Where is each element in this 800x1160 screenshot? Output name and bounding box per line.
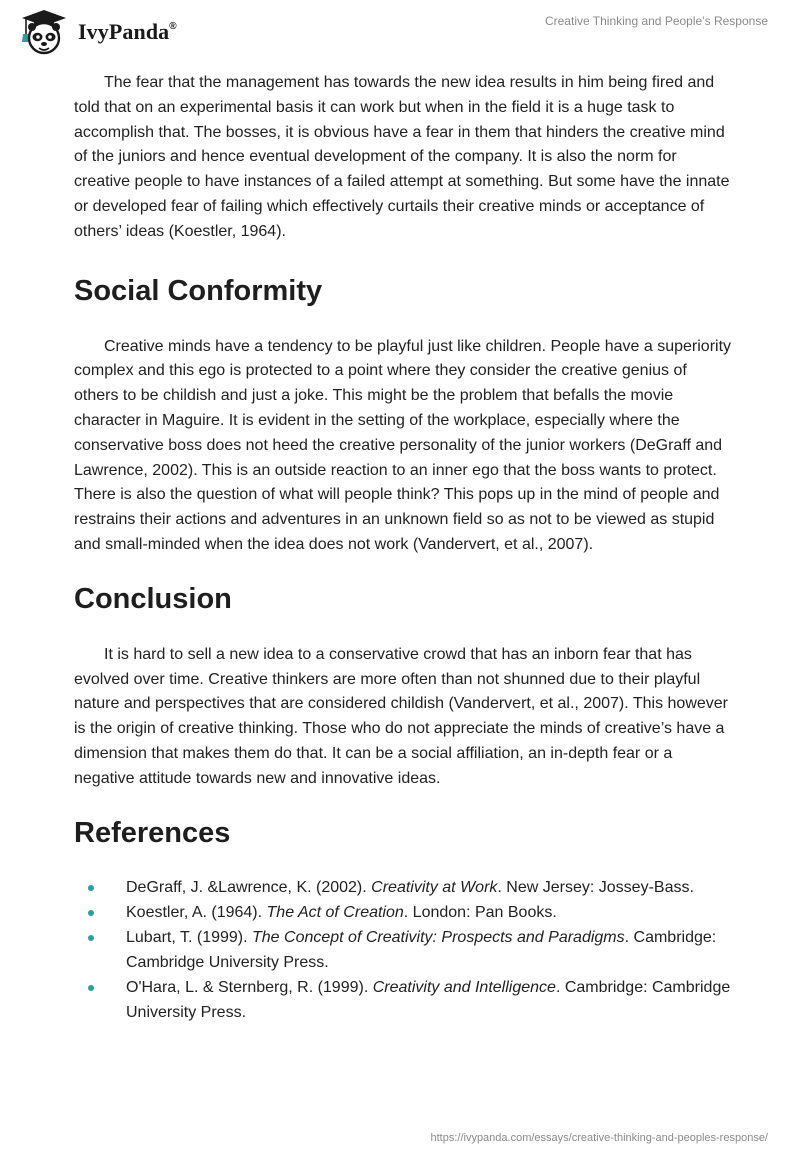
logo-text: IvyPanda®: [78, 19, 177, 44]
references-list: [74, 875, 734, 1025]
conclusion-paragraph: It is hard to sell a new idea to a conservative crowd that has an inborn fear that has evolved over time. Creative thinkers are more often than not shunned due to their playful nature and perspectives that are considered childish (Vandervert, et al., 2007). This however is the origin of creative thinking. Those who do not appreciate the minds of creative’s have a dimension that makes them do that. It can be a social affiliation, an in-depth fear or a negative attitude towards new and innovative ideas.: [74, 645, 728, 787]
reference-item: DeGraff, J. &Lawrence, K. (2002). Creativity at Work. New Jersey: Jossey-Bass.: [74, 875, 734, 900]
section-heading-references: References: [74, 816, 231, 849]
document-title: Creative Thinking and People’s Response: [544, 14, 768, 28]
section-heading-social-conformity: Social Conformity: [74, 274, 323, 307]
bullet-icon: [88, 910, 94, 916]
reference-item: Lubart, T. (1999). The Concept of Creativity: Prospects and Paradigms. Cambridge: Cambridge University Press.: [74, 925, 734, 975]
bullet-icon: [88, 985, 94, 991]
essay-content: [74, 71, 734, 1025]
reference-title: Creativity and Intelligence: [372, 978, 556, 996]
page-header: [0, 0, 800, 70]
reference-item: O'Hara, L. & Sternberg, R. (1999). Creativity and Intelligence. Cambridge: Cambridge University Press.: [74, 975, 734, 1025]
panda-graduation-cap-icon: [16, 8, 72, 56]
reference-title: The Act of Creation: [266, 903, 404, 921]
footer-url[interactable]: https://ivypanda.com/essays/creative-thinking-and-peoples-response/: [430, 1132, 768, 1144]
social-conformity-paragraph: Creative minds have a tendency to be playful just like children. People have a superiority complex and this ego is protected to a point where they consider the creative genius of others to be childish and just a joke. This might be the problem that befalls the movie character in Maguire. It is evident in the setting of the workplace, especially where the conservative boss does not heed the creative personality of the junior workers (DeGraff and Lawrence, 2002). This is an outside reaction to an inner ego that the boss wants to protect. There is also the question of what will people think? This pops up in the mind of people and restrains their actions and adventures in an unknown field so as not to be viewed as stupid and small-minded when the idea does not work (Vandervert, et al., 2007).: [74, 337, 732, 553]
reference-title: The Concept of Creativity: Prospects and Paradigms: [252, 928, 625, 946]
intro-paragraph: The fear that the management has towards the new idea results in him being fired and told that on an experimental basis it can work but when in the field it is a huge task to accomplish that. The bosses, it is obvious have a fear in them that hinders the creative mind of the juniors and hence eventual development of the company. It is also the norm for creative people to have instances of a failed attempt at something. But some have the innate or developed fear of failing which effectively curtails their creative minds or acceptance of others’ ideas (Koestler, 1964).: [74, 74, 730, 240]
ivypanda-logo[interactable]: [16, 8, 177, 56]
bullet-icon: [88, 935, 94, 941]
bullet-icon: [88, 885, 94, 891]
section-heading-conclusion: Conclusion: [74, 582, 232, 615]
reference-title: Creativity at Work: [371, 878, 498, 896]
reference-item: Koestler, A. (1964). The Act of Creation. London: Pan Books.: [74, 900, 734, 925]
